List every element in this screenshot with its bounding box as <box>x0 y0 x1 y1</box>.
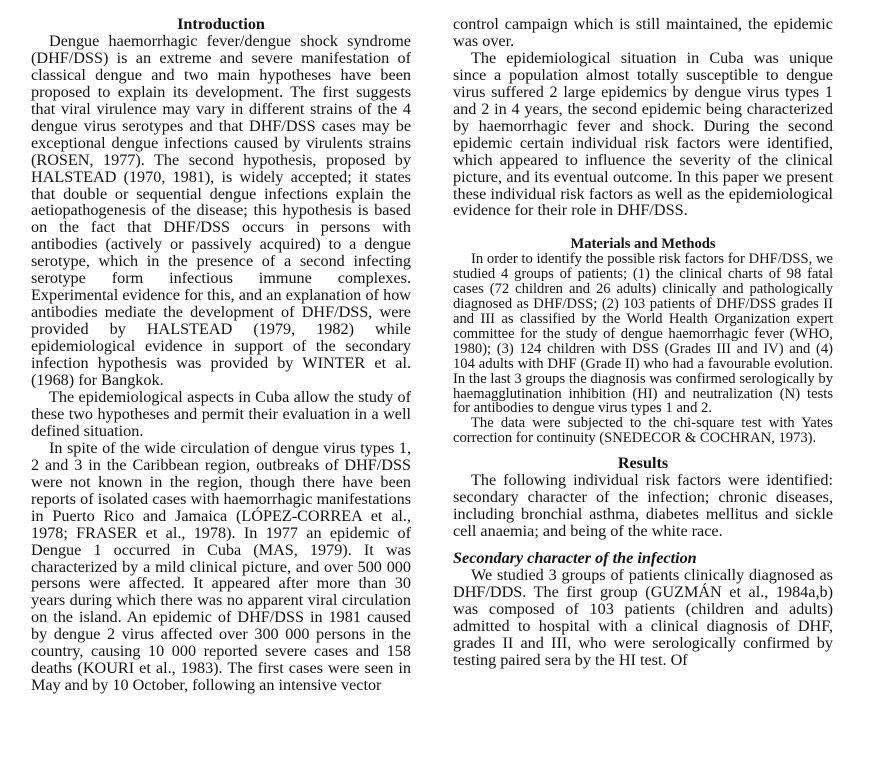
methods-heading: Materials and Methods <box>570 236 716 253</box>
results-paragraph: The following individual risk factors were identified: secondary character of the infection; chronic diseases, including bronchial asthma, diabetes mellitus and sickle cell anaemia; and being of the white race. <box>453 471 833 540</box>
methods-paragraph-2: The data were subjected to the chi-square test with Yates correction for continuity (SNEDECOR & COCHRAN, 1973). <box>453 415 833 447</box>
right-column <box>453 16 833 669</box>
secondary-infection-paragraph: We studied 3 groups of patients clinically diagnosed as DHF/DDS. The first group (GUZMÁN et al., 1984a,b) was composed of 103 patients (children and adults) admitted to hospital with a clinical diagnosis of DHF, grades II and III, who were serologically confirmed by testing paired sera by the HI test. Of <box>453 565 833 669</box>
introduction-paragraph-4: The epidemiological situation in Cuba was unique since a population almost totally susceptible to dengue virus suffered 2 large epidemics by dengue virus types 1 and 2 in 4 years, the second epidemic being characterized by haemorrhagic fever and shock. During the second epidemic certain individual risk factors were identified, which appeared to influence the severity of the clinical picture, and its eventual outcome. In this paper we present these individual risk factors as well as the epidemiological evidence for their role in DHF/DSS. <box>453 48 833 220</box>
introduction-paragraph-2: The epidemiological aspects in Cuba allow the study of these two hypotheses and permit their evaluation in a well defined situation. <box>31 387 411 440</box>
introduction-paragraph-3: In spite of the wide circulation of dengue virus types 1, 2 and 3 in the Caribbean region, outbreaks of DHF/DSS were not known in the region, though there have been reports of isolated cases with haemorrhagic manifestations in Puerto Rico and Jamaica (LÓPEZ-CORREA et al., 1978; FRASER et al., 1978). In 1977 an epidemic of Dengue 1 occurred in Cuba (MAS, 1979). It was characterized by a mild clinical picture, and over 500 000 persons were affected. It appeared after more than 30 years during which there was no apparent viral circulation on the island. An epidemic of DHF/DSS in 1981 caused by dengue 2 virus affected over 300 000 persons in the country, causing 10 000 reported severe cases and 158 deaths (KOURI et al., 1983). The first cases were seen in May and by 10 October, following an intensive vector <box>31 438 411 695</box>
introduction-continuation: control campaign which is still maintained, the epidemic was over. <box>453 15 833 50</box>
introduction-heading: Introduction <box>177 15 265 33</box>
left-column <box>31 16 411 694</box>
introduction-paragraph-1: Dengue haemorrhagic fever/dengue shock syndrome (DHF/DSS) is an extreme and severe manifestation of classical dengue and two main hypotheses have been proposed to explain its development. The first suggests that viral virulence may vary in different strains of the 4 dengue virus serotypes and that DHF/DSS cases may be exceptional dengue infections caused by virulents strains (ROSEN, 1977). The second hypothesis, proposed by HALSTEAD (1970, 1981), is widely accepted; it states that double or sequential dengue infections explain the aetiopathogenesis of the disease; this hypothesis is based on the fact that DHF/DSS occurs in persons with antibodies (actively or passively acquired) to a dengue serotype, which in the presence of a second infecting serotype form infectious immune complexes. Experimental evidence for this, and an explanation of how antibodies mediate the development of DHF/DSS, were provided by HALSTEAD (1979, 1982) while epidemiological evidence in support of the secondary infection hypothesis was provided by WINTER et al. (1968) for Bangkok. <box>31 31 411 390</box>
results-heading: Results <box>617 454 669 473</box>
secondary-infection-subheading: Secondary character of the infection <box>453 548 697 567</box>
methods-paragraph-1: In order to identify the possible risk factors for DHF/DSS, we studied 4 groups of patients; (1) the clinical charts of 98 fatal cases (72 children and 26 adults) clinically and pathologically diagnosed as DHF/DSS; (2) 103 patients of DHF/DSS grades II and III as classified by the World Health Organization expert committee for the study of dengue haemorrhagic fever (WHO, 1980); (3) 124 children with DSS (Grades III and IV) and (4) 104 adults with DHF (Grade II) who had a favourable evolution. In the last 3 groups the diagnosis was confirmed serologically by haemagglutination inhibition (HI) and neutralization (N) tests for antibodies to dengue virus types 1 and 2. <box>453 251 833 417</box>
